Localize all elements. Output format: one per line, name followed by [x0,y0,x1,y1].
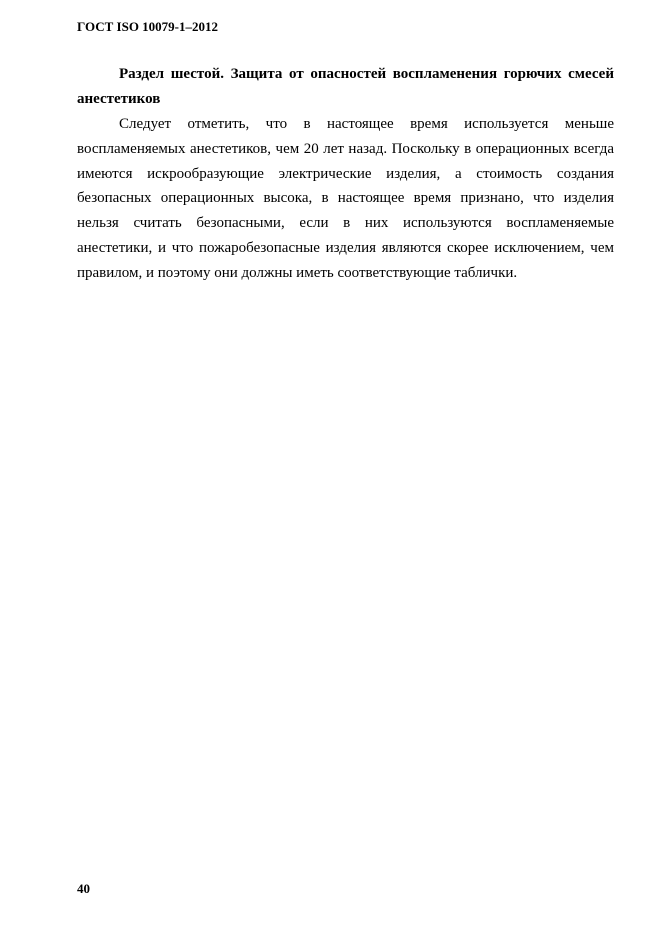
document-code-header: ГОСТ ISO 10079-1–2012 [77,19,219,34]
section-heading: Раздел шестой. Защита от опасностей воспламенения горючих смесей анестетиков [77,66,614,107]
document-body [77,62,614,286]
body-paragraph: Следует отметить, что в настоящее время используется меньше воспламеняемых анестетиков, чем 20 лет назад. Поскольку в операционных всегда имеются искрообразующие электрические изделия, а стоимость создания безопасных операционных высока, в настоящее время признано, что изделия нельзя считать безопасными, если в них используются воспламеняемые анестетики, и что пожаробезопасные изделия являются скорее исключением, чем правилом, и поэтому они должны иметь соответствующие таблички. [77,116,614,281]
page-number: 40 [77,881,90,896]
